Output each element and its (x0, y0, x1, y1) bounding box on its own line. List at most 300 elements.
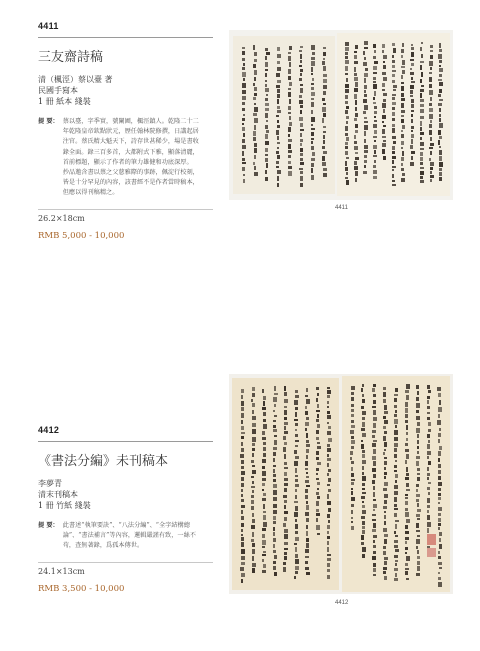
handwriting-stroke (305, 411, 308, 415)
handwriting-stroke (284, 548, 287, 550)
handwriting-stroke (323, 151, 327, 153)
handwriting-stroke (241, 448, 244, 452)
handwriting-stroke (429, 90, 433, 94)
handwriting-stroke (311, 57, 314, 60)
handwriting-stroke (383, 55, 387, 60)
handwriting-stroke (392, 102, 396, 105)
handwriting-stroke (383, 399, 386, 403)
handwriting-stroke (251, 525, 255, 529)
handwriting-stroke (241, 401, 244, 406)
handwriting-stroke (402, 173, 406, 176)
handwriting-stroke (364, 155, 367, 158)
handwriting-stroke (401, 66, 405, 68)
handwriting-stroke (430, 175, 434, 177)
handwriting-stroke (294, 501, 297, 503)
handwriting-stroke (416, 456, 420, 459)
handwriting-stroke (345, 73, 348, 75)
handwriting-stroke (429, 130, 432, 135)
handwriting-stroke (384, 576, 387, 581)
handwriting-stroke (405, 501, 408, 506)
handwriting-stroke (300, 123, 303, 127)
handwriting-stroke (362, 422, 365, 426)
handwriting-stroke (392, 180, 396, 182)
handwriting-stroke (438, 493, 441, 496)
handwriting-stroke (420, 137, 422, 141)
handwriting-stroke (373, 410, 376, 415)
handwriting-stroke (372, 430, 375, 433)
handwriting-stroke (384, 521, 387, 525)
handwriting-stroke (437, 387, 440, 392)
handwriting-stroke (327, 554, 331, 557)
handwriting-stroke (355, 157, 358, 160)
handwriting-stroke (394, 465, 397, 468)
handwriting-stroke (328, 438, 332, 443)
handwriting-stroke (438, 488, 441, 492)
handwriting-stroke (284, 478, 288, 480)
handwriting-stroke (284, 406, 287, 409)
handwriting-stroke (421, 42, 423, 45)
handwriting-stroke (363, 171, 366, 174)
handwriting-stroke (430, 179, 432, 182)
handwriting-stroke (439, 49, 442, 51)
handwriting-stroke (362, 394, 364, 397)
handwriting-stroke (430, 151, 433, 155)
handwriting-stroke (362, 483, 365, 486)
handwriting-stroke (306, 476, 309, 478)
handwriting-stroke (243, 114, 245, 116)
handwriting-stroke (401, 93, 403, 97)
handwriting-stroke (351, 504, 354, 508)
handwriting-stroke (306, 449, 309, 453)
handwriting-stroke (420, 104, 424, 107)
handwriting-stroke (241, 549, 245, 554)
handwriting-stroke (322, 146, 324, 149)
handwriting-stroke (241, 537, 244, 540)
handwriting-stroke (355, 107, 358, 111)
handwriting-stroke (289, 122, 292, 125)
handwriting-stroke (383, 77, 387, 81)
handwriting-stroke (416, 461, 419, 466)
handwriting-stroke (394, 419, 398, 423)
handwriting-stroke (327, 448, 331, 452)
handwriting-stroke (346, 180, 349, 185)
handwriting-stroke (383, 426, 386, 429)
handwriting-stroke (262, 459, 266, 463)
handwriting-stroke (438, 433, 441, 437)
handwriting-stroke (373, 124, 377, 129)
handwriting-stroke (372, 456, 376, 460)
handwriting-stroke (405, 537, 408, 540)
handwriting-stroke (430, 50, 434, 52)
handwriting-stroke (355, 171, 358, 176)
handwriting-stroke (241, 426, 244, 430)
handwriting-stroke (355, 178, 357, 182)
handwriting-stroke (273, 474, 276, 476)
handwriting-stroke (374, 130, 377, 134)
handwriting-stroke (262, 471, 266, 476)
handwriting-stroke (252, 532, 255, 537)
handwriting-stroke (374, 106, 378, 109)
handwriting-stroke (274, 404, 276, 407)
handwriting-stroke (420, 152, 423, 156)
handwriting-stroke (306, 388, 308, 392)
handwriting-stroke (395, 425, 397, 428)
handwriting-stroke (265, 84, 267, 86)
handwriting-stroke (437, 420, 441, 425)
handwriting-stroke (416, 573, 420, 576)
handwriting-stroke (288, 127, 291, 132)
handwriting-stroke (273, 447, 277, 450)
handwriting-stroke (242, 51, 245, 55)
handwriting-stroke (243, 174, 245, 176)
handwriting-stroke (439, 567, 442, 569)
handwriting-stroke (284, 454, 287, 459)
handwriting-stroke (438, 407, 442, 412)
handwriting-stroke (263, 453, 266, 457)
handwriting-stroke (401, 98, 405, 101)
handwriting-stroke (395, 410, 397, 413)
handwriting-stroke (429, 114, 433, 119)
handwriting-stroke (346, 116, 349, 118)
handwriting-stroke (373, 535, 377, 538)
lot-4412-photo (229, 374, 453, 594)
handwriting-stroke (411, 130, 414, 132)
handwriting-stroke (401, 147, 403, 149)
handwriting-stroke (288, 161, 291, 164)
handwriting-stroke (306, 525, 309, 530)
handwriting-stroke (406, 519, 410, 523)
handwriting-stroke (284, 410, 288, 415)
handwriting-stroke (277, 89, 280, 92)
handwriting-stroke (312, 52, 316, 55)
handwriting-stroke (405, 443, 408, 446)
handwriting-stroke (417, 503, 420, 506)
handwriting-stroke (252, 519, 255, 523)
handwriting-stroke (273, 521, 275, 524)
handwriting-stroke (242, 167, 245, 172)
handwriting-stroke (317, 496, 320, 499)
note-line: 論”、“書法補言”等內容，邏輯嚴謹有致，一絲不 (62, 532, 196, 540)
handwriting-stroke (406, 578, 410, 581)
handwriting-stroke (394, 540, 398, 543)
handwriting-stroke (354, 146, 358, 150)
handwriting-stroke (420, 162, 423, 165)
handwriting-stroke (395, 520, 399, 522)
handwriting-stroke (362, 530, 365, 533)
handwriting-stroke (295, 571, 298, 573)
handwriting-stroke (284, 417, 287, 420)
handwriting-stroke (241, 407, 244, 410)
handwriting-stroke (277, 80, 281, 83)
handwriting-stroke (392, 74, 395, 77)
handwriting-stroke (416, 530, 420, 533)
handwriting-stroke (430, 97, 432, 102)
handwriting-stroke (345, 110, 348, 114)
handwriting-stroke (299, 65, 302, 67)
handwriting-stroke (361, 440, 363, 443)
handwriting-stroke (327, 431, 330, 435)
handwriting-stroke (364, 78, 366, 83)
handwriting-stroke (242, 123, 245, 125)
handwriting-stroke (384, 472, 387, 475)
handwriting-stroke (373, 165, 375, 168)
handwriting-stroke (241, 510, 243, 513)
handwriting-stroke (311, 102, 314, 107)
handwriting-stroke (401, 178, 405, 182)
handwriting-stroke (394, 405, 397, 409)
handwriting-stroke (251, 500, 254, 503)
handwriting-stroke (277, 120, 279, 123)
handwriting-stroke (294, 461, 297, 465)
handwriting-stroke (427, 396, 430, 399)
handwriting-stroke (295, 519, 298, 521)
handwriting-stroke (416, 403, 420, 408)
handwriting-stroke (265, 141, 269, 146)
handwriting-stroke (299, 95, 301, 98)
handwriting-stroke (362, 547, 366, 551)
handwriting-stroke (382, 89, 385, 92)
handwriting-stroke (322, 61, 325, 64)
handwriting-stroke (274, 386, 276, 390)
handwriting-stroke (277, 155, 280, 158)
handwriting-stroke (394, 555, 397, 559)
handwriting-stroke (273, 479, 277, 482)
handwriting-stroke (284, 442, 287, 445)
handwriting-stroke (383, 109, 385, 113)
handwriting-stroke (411, 77, 414, 80)
handwriting-stroke (262, 483, 265, 486)
handwriting-stroke (383, 452, 385, 455)
handwriting-stroke (417, 422, 420, 426)
handwriting-stroke (372, 435, 375, 439)
handwriting-stroke (420, 93, 422, 97)
handwriting-stroke (241, 579, 244, 583)
handwriting-stroke (312, 78, 315, 81)
handwriting-stroke (406, 556, 410, 560)
handwriting-stroke (277, 136, 279, 140)
handwriting-stroke (439, 532, 442, 537)
handwriting-stroke (346, 157, 349, 159)
lot-note (38, 117, 213, 199)
handwriting-stroke (328, 426, 331, 429)
handwriting-stroke (350, 430, 354, 434)
handwriting-stroke (263, 412, 266, 416)
handwriting-stroke (438, 527, 441, 530)
handwriting-stroke (295, 537, 299, 541)
handwriting-stroke (438, 464, 442, 468)
handwriting-stroke (417, 440, 419, 444)
handwriting-stroke (300, 162, 303, 165)
handwriting-stroke (345, 177, 348, 179)
handwriting-stroke (254, 118, 257, 123)
handwriting-stroke (273, 497, 277, 502)
handwriting-stroke (411, 139, 414, 144)
manuscript-page-right (337, 33, 450, 196)
handwriting-stroke (393, 85, 397, 87)
handwriting-stroke (417, 434, 419, 438)
handwriting-stroke (265, 48, 268, 51)
handwriting-stroke (284, 488, 288, 492)
handwriting-stroke (354, 55, 356, 59)
handwriting-stroke (305, 549, 309, 553)
handwriting-stroke (439, 108, 441, 112)
handwriting-stroke (410, 95, 413, 97)
handwriting-stroke (354, 141, 356, 143)
handwriting-stroke (372, 519, 375, 521)
handwriting-stroke (427, 487, 430, 490)
lot-title: 三友齋詩稿 (38, 50, 104, 65)
handwriting-stroke (306, 417, 310, 420)
handwriting-stroke (373, 81, 376, 83)
handwriting-stroke (277, 106, 280, 109)
handwriting-stroke (241, 432, 245, 434)
handwriting-stroke (416, 385, 419, 389)
handwriting-stroke (351, 510, 353, 514)
handwriting-stroke (439, 114, 441, 117)
handwriting-stroke (420, 61, 424, 63)
handwriting-stroke (346, 106, 349, 109)
handwriting-stroke (401, 115, 404, 117)
handwriting-stroke (420, 171, 424, 175)
handwriting-stroke (241, 516, 244, 521)
handwriting-stroke (373, 449, 376, 454)
handwriting-stroke (288, 134, 291, 136)
handwriting-stroke (354, 67, 356, 72)
handwriting-stroke (351, 436, 354, 438)
handwriting-stroke (277, 99, 279, 104)
handwriting-stroke (262, 489, 264, 491)
handwriting-stroke (300, 176, 303, 181)
handwriting-stroke (306, 531, 308, 535)
handwriting-stroke (305, 468, 307, 471)
handwriting-stroke (384, 511, 386, 514)
handwriting-stroke (384, 461, 387, 465)
handwriting-stroke (328, 469, 332, 472)
handwriting-stroke (311, 128, 315, 130)
handwriting-stroke (430, 171, 432, 173)
handwriting-stroke (294, 512, 297, 517)
handwriting-stroke (439, 428, 442, 431)
handwriting-stroke (311, 92, 315, 96)
handwriting-stroke (243, 78, 245, 81)
handwriting-stroke (429, 108, 433, 111)
handwriting-stroke (411, 110, 414, 112)
handwriting-stroke (405, 508, 408, 511)
handwriting-stroke (323, 131, 327, 134)
handwriting-stroke (316, 492, 319, 495)
handwriting-stroke (242, 162, 246, 164)
handwriting-stroke (417, 550, 419, 554)
note-line: 此書述“執筆要訣”、“八法分編”、“全字結構總 (62, 522, 190, 529)
handwriting-stroke (373, 563, 376, 567)
handwriting-stroke (345, 101, 348, 104)
handwriting-stroke (394, 454, 397, 457)
handwriting-stroke (284, 505, 287, 509)
handwriting-stroke (393, 48, 397, 53)
handwriting-stroke (262, 389, 264, 393)
handwriting-stroke (439, 538, 442, 542)
handwriting-stroke (351, 425, 354, 428)
handwriting-stroke (294, 576, 296, 579)
handwriting-stroke (273, 538, 277, 542)
handwriting-stroke (427, 400, 429, 404)
handwriting-stroke (300, 153, 303, 156)
handwriting-stroke (405, 552, 408, 554)
handwriting-stroke (351, 414, 355, 418)
handwriting-stroke (406, 425, 409, 430)
lot-author: 清（楓涇）蔡以臺 著 (38, 75, 113, 84)
handwriting-stroke (311, 87, 313, 90)
handwriting-stroke (311, 163, 314, 167)
handwriting-stroke (263, 424, 267, 428)
handwriting-stroke (364, 90, 366, 93)
handwriting-stroke (373, 545, 377, 548)
handwriting-stroke (363, 99, 367, 103)
handwriting-stroke (354, 51, 357, 54)
handwriting-stroke (373, 145, 377, 149)
handwriting-stroke (430, 162, 434, 165)
handwriting-stroke (351, 497, 355, 501)
handwriting-stroke (262, 431, 265, 435)
handwriting-stroke (411, 134, 414, 138)
handwriting-stroke (373, 44, 376, 48)
handwriting-stroke (427, 467, 430, 471)
lot-note (38, 521, 213, 552)
handwriting-stroke (323, 66, 326, 71)
lot-4412-text (38, 425, 213, 594)
handwriting-stroke (317, 404, 319, 407)
handwriting-stroke (394, 545, 398, 548)
handwriting-stroke (410, 68, 412, 70)
handwriting-stroke (323, 91, 325, 95)
handwriting-stroke (417, 518, 420, 520)
handwriting-stroke (295, 445, 298, 447)
handwriting-stroke (373, 474, 376, 478)
handwriting-stroke (364, 160, 367, 163)
handwriting-stroke (392, 43, 395, 47)
handwriting-stroke (406, 432, 408, 435)
handwriting-stroke (289, 62, 291, 67)
handwriting-stroke (276, 130, 279, 134)
handwriting-stroke (351, 517, 353, 520)
handwriting-stroke (394, 485, 398, 489)
handwriting-stroke (311, 138, 314, 140)
handwriting-stroke (327, 531, 329, 534)
handwriting-stroke (438, 518, 441, 521)
handwriting-stroke (263, 564, 267, 568)
note-line: 首前標題，顯示了作者的筆力雄健和功底深厚。 (62, 158, 193, 166)
lot-size: 26.2×18cm (38, 213, 85, 223)
handwriting-stroke (241, 389, 244, 393)
handwriting-stroke (383, 436, 385, 440)
handwriting-stroke (241, 505, 244, 508)
handwriting-stroke (316, 525, 320, 530)
handwriting-stroke (266, 120, 269, 122)
handwriting-stroke (273, 425, 276, 428)
handwriting-stroke (383, 392, 386, 397)
handwriting-stroke (392, 65, 395, 68)
handwriting-stroke (405, 571, 407, 575)
handwriting-stroke (420, 109, 424, 114)
handwriting-stroke (374, 111, 378, 114)
handwriting-stroke (327, 390, 330, 393)
handwriting-stroke (374, 160, 377, 164)
handwriting-stroke (316, 478, 319, 480)
handwriting-stroke (406, 467, 408, 472)
handwriting-stroke (420, 121, 422, 126)
handwriting-stroke (410, 90, 413, 94)
handwriting-stroke (265, 103, 268, 106)
